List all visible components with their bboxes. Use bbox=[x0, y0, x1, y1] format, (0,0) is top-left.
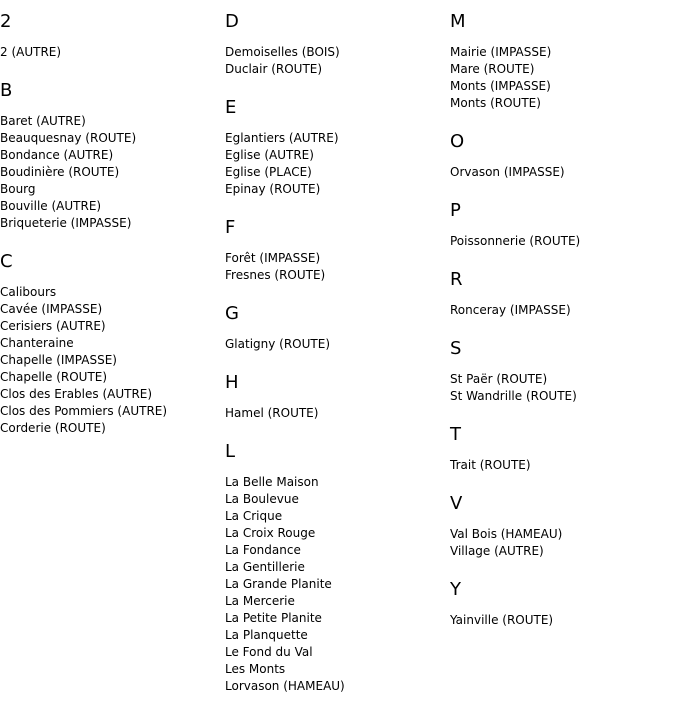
index-section bbox=[450, 10, 675, 112]
street-link[interactable]: Eglantiers (AUTRE) bbox=[225, 131, 339, 145]
street-link[interactable]: Glatigny (ROUTE) bbox=[225, 337, 331, 351]
street-link[interactable]: Duclair (ROUTE) bbox=[225, 62, 323, 76]
street-link[interactable]: Village (AUTRE) bbox=[450, 544, 544, 558]
street-link[interactable]: La Gentillerie bbox=[225, 560, 305, 574]
section-letter-heading: O bbox=[450, 131, 465, 152]
section-letter-heading: C bbox=[0, 251, 13, 272]
index-section bbox=[450, 199, 675, 250]
street-link[interactable]: Boudinière (ROUTE) bbox=[0, 165, 120, 179]
section-letter-heading: H bbox=[225, 372, 239, 393]
street-link[interactable]: Mairie (IMPASSE) bbox=[450, 45, 552, 59]
street-link[interactable]: La Crique bbox=[225, 509, 283, 523]
section-letter-heading: P bbox=[450, 200, 461, 221]
street-link[interactable]: Clos des Pommiers (AUTRE) bbox=[0, 404, 168, 418]
street-link[interactable]: 2 (AUTRE) bbox=[0, 45, 62, 59]
street-link[interactable]: Forêt (IMPASSE) bbox=[225, 251, 321, 265]
street-link[interactable]: La Croix Rouge bbox=[225, 526, 316, 540]
section-letter-heading: 2 bbox=[0, 11, 12, 32]
index-section bbox=[225, 440, 445, 695]
street-link[interactable]: Bourg bbox=[0, 182, 36, 196]
street-link[interactable]: Bondance (AUTRE) bbox=[0, 148, 114, 162]
street-link[interactable]: Cavée (IMPASSE) bbox=[0, 302, 103, 316]
street-link[interactable]: Bouville (AUTRE) bbox=[0, 199, 102, 213]
street-link[interactable]: Calibours bbox=[0, 285, 57, 299]
section-letter-heading: L bbox=[225, 441, 236, 462]
street-link[interactable]: Corderie (ROUTE) bbox=[0, 421, 106, 435]
street-link[interactable]: Le Fond du Val bbox=[225, 645, 313, 659]
street-link[interactable]: Trait (ROUTE) bbox=[450, 458, 531, 472]
index-section bbox=[0, 10, 220, 61]
street-link[interactable]: Baret (AUTRE) bbox=[0, 114, 86, 128]
section-letter-heading: B bbox=[0, 80, 13, 101]
index-section bbox=[225, 216, 445, 284]
column-3 bbox=[450, 10, 675, 647]
street-link[interactable]: Clos des Erables (AUTRE) bbox=[0, 387, 153, 401]
index-section bbox=[450, 130, 675, 181]
street-link[interactable]: Fresnes (ROUTE) bbox=[225, 268, 326, 282]
street-link[interactable]: Poissonnerie (ROUTE) bbox=[450, 234, 581, 248]
index-section bbox=[0, 250, 220, 437]
street-link[interactable]: Beauquesnay (ROUTE) bbox=[0, 131, 137, 145]
street-link[interactable]: Cerisiers (AUTRE) bbox=[0, 319, 106, 333]
index-section bbox=[450, 268, 675, 319]
index-section bbox=[225, 10, 445, 78]
street-link[interactable]: Chanteraine bbox=[0, 336, 74, 350]
index-section bbox=[225, 371, 445, 422]
section-letter-heading: F bbox=[225, 217, 236, 238]
index-section bbox=[450, 578, 675, 629]
index-section bbox=[0, 79, 220, 232]
section-letter-heading: D bbox=[225, 11, 239, 32]
section-letter-heading: R bbox=[450, 269, 463, 290]
street-link[interactable]: Monts (ROUTE) bbox=[450, 96, 541, 110]
street-link[interactable]: Demoiselles (BOIS) bbox=[225, 45, 340, 59]
street-link[interactable]: Yainville (ROUTE) bbox=[450, 613, 554, 627]
street-link[interactable]: La Belle Maison bbox=[225, 475, 319, 489]
street-link[interactable]: Val Bois (HAMEAU) bbox=[450, 527, 563, 541]
street-link[interactable]: Ronceray (IMPASSE) bbox=[450, 303, 571, 317]
section-letter-heading: V bbox=[450, 493, 463, 514]
street-link[interactable]: Hamel (ROUTE) bbox=[225, 406, 319, 420]
street-link[interactable]: Chapelle (ROUTE) bbox=[0, 370, 108, 384]
street-link[interactable]: Epinay (ROUTE) bbox=[225, 182, 321, 196]
section-letter-heading: Y bbox=[450, 579, 461, 600]
index-section bbox=[225, 302, 445, 353]
street-link[interactable]: Monts (IMPASSE) bbox=[450, 79, 551, 93]
street-link[interactable]: St Wandrille (ROUTE) bbox=[450, 389, 577, 403]
index-section bbox=[450, 337, 675, 405]
street-link[interactable]: La Fondance bbox=[225, 543, 301, 557]
street-link[interactable]: La Petite Planite bbox=[225, 611, 322, 625]
street-link[interactable]: La Boulevue bbox=[225, 492, 299, 506]
column-1 bbox=[0, 10, 220, 455]
section-letter-heading: S bbox=[450, 338, 462, 359]
street-link[interactable]: Chapelle (IMPASSE) bbox=[0, 353, 117, 367]
index-section bbox=[225, 96, 445, 198]
street-link[interactable]: La Mercerie bbox=[225, 594, 295, 608]
index-section bbox=[450, 423, 675, 474]
street-link[interactable]: La Grande Planite bbox=[225, 577, 332, 591]
street-link[interactable]: Briqueterie (IMPASSE) bbox=[0, 216, 132, 230]
section-letter-heading: E bbox=[225, 97, 237, 118]
street-link[interactable]: La Planquette bbox=[225, 628, 308, 642]
street-link[interactable]: Eglise (PLACE) bbox=[225, 165, 312, 179]
section-letter-heading: G bbox=[225, 303, 239, 324]
section-letter-heading: M bbox=[450, 11, 466, 32]
column-2 bbox=[225, 10, 445, 713]
street-link[interactable]: Eglise (AUTRE) bbox=[225, 148, 314, 162]
street-link[interactable]: Lorvason (HAMEAU) bbox=[225, 679, 345, 693]
index-section bbox=[450, 492, 675, 560]
street-link[interactable]: Mare (ROUTE) bbox=[450, 62, 535, 76]
section-letter-heading: T bbox=[450, 424, 461, 445]
street-link[interactable]: Orvason (IMPASSE) bbox=[450, 165, 565, 179]
street-link[interactable]: Les Monts bbox=[225, 662, 286, 676]
street-link[interactable]: St Paër (ROUTE) bbox=[450, 372, 548, 386]
